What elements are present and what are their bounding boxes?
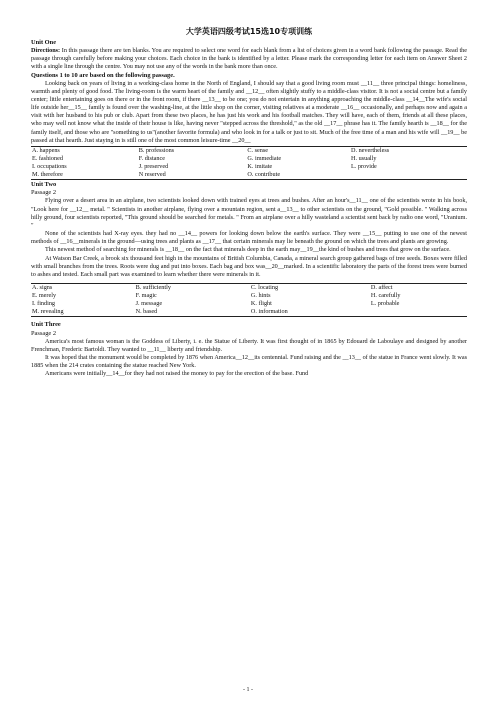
directions-text: In this passage there are ten blanks. You are required to select one word for each blank from a list of choices given in a word bank following the passage. Read the passage through carefully before making your choices. Each choice in the bank is identified by a letter. Please mark the corresponding letter for each item on Answer Sheet 2 with a single line through the centre. You may not use any of the words in the bank more than once. <box>31 47 467 71</box>
word-bank-option: O. information <box>250 308 370 317</box>
unit-two-word-bank <box>31 283 467 317</box>
unit-two-paragraph: None of the scientists had X-ray eyes. they had no __14__ powers for looking down below the earth's surface. They were __15__ putting to use one of the newest methods of __16__minerals in the ground—using trees and plants as __17__ that certain minerals may lie beneath the ground on which the trees and plants are growing. <box>31 230 467 246</box>
word-bank-option: F. magic <box>135 292 157 300</box>
word-bank-option: N. based <box>135 308 250 317</box>
word-bank-option: I. finding <box>32 300 56 308</box>
word-bank-option: H. carefully <box>370 292 401 300</box>
unit-one-passage: Looking back on years of living in a working-class home in the North of England, I should say that a good living room must __11__ three principal things: homeliness, warmth and plenty of good food. The living-room is the warm heart of the family and __12__ often slightly stuffy to a middle-class visitor. It is not a social centre but a family center; little entertaining goes on there or in the front room, if there __13__ to be one; you do not entertain in anything approaching the middle-class __14__The wife's social life outside her__15__ family is found over the washing-line, at the little shop on the corner, visiting relatives at a moderate __16__ occasionally, and perhaps now and again a visit with her husband to his pub or club. Apart from these two places, he has just his work and his football matches. They will have, each of them, friends at all these places, who may well not know what the inside of their house is like, having never "stepped across the threshold," as the old __17__ phrase has it. The family hearth is __18__ for the family itself, and those who are "something to us"(another favorite formula) and who look in for a talk or just to sit. Much of the free time of a man and his wife will __19__ be passed at that hearth. Just staying in is still one of the most common leisure-time __20__ <box>31 79 467 144</box>
word-bank-row <box>31 146 467 155</box>
unit-three-paragraph: It was hoped that the monument would be completed by 1876 when America__12__its centennial. Fund raising and the __13__ of the statue in France went slowly. It was 1885 when the 214 crates containing the statue reached New York. <box>31 353 467 370</box>
word-bank-row <box>31 163 467 171</box>
unit-two-heading: Unit Two <box>31 181 57 189</box>
unit-three-passage-label: Passage 2 <box>31 329 57 337</box>
unit-two-paragraph: This newest method of searching for minerals is __18__ on the fact that minerals deep in the earth may__19__the kind of bushes and trees that grow on the surface. <box>45 246 451 254</box>
word-bank-option: D. nevertheless <box>350 146 467 155</box>
unit-two-passage-label: Passage 2 <box>31 189 57 197</box>
word-bank-option: L. probable <box>370 300 400 308</box>
word-bank-option: L. provide <box>351 163 377 171</box>
word-bank-option: G. hints <box>250 292 271 300</box>
word-bank-option: A. signs <box>31 284 135 293</box>
page-number: - 1 - <box>243 687 253 693</box>
word-bank-option: M. therefore <box>31 171 138 180</box>
word-bank-row <box>31 171 467 180</box>
word-bank-option: A. happens <box>31 146 138 155</box>
word-bank-row <box>31 155 467 163</box>
unit-three-heading: Unit Three <box>31 321 61 329</box>
word-bank-option: E. merely <box>32 292 57 300</box>
word-bank-option: B. sufficiently <box>135 284 250 293</box>
word-bank-row <box>31 284 467 293</box>
directions-label: Directions: <box>31 47 61 55</box>
word-bank-option: B. professions <box>138 146 247 155</box>
unit-three-paragraph: America's most famous woman is the Goddess of Liberty, i. e. the Statue of Liberty. It was first thought of in 1865 by Edouard de Laboulaye and designed by another Frenchman, Frederic Bartoldi. They wanted to __11__ liberty and friendship. <box>31 337 467 353</box>
questions-label: Questions 1 to 10 are based on the following passage. <box>31 71 175 79</box>
word-bank-option <box>370 308 467 317</box>
word-bank-row <box>31 300 467 308</box>
word-bank-option: C. sense <box>246 146 350 155</box>
unit-one-heading: Unit One <box>31 39 57 46</box>
word-bank-row <box>31 308 467 317</box>
unit-one-word-bank <box>31 146 467 180</box>
word-bank-option: J. preserved <box>138 163 169 171</box>
unit-two-paragraph: At Watson Bar Creek, a brook six thousand feet high in the mountains of British Columbia, Canada, a mineral search group gathered bags of tree seeds. Boxes were filled with small branches from the trees. Roots were dug and put into boxes. Each bag and box was__20__marked. In a scientific laboratory the parts of the forest trees were burned to ashes and tested. Each small part was examined to learn whether there were minerals in it. <box>31 254 467 278</box>
word-bank-row <box>31 292 467 300</box>
document-page <box>31 26 467 378</box>
word-bank-option: G. immediate <box>247 155 282 162</box>
word-bank-option: F. distance <box>138 155 165 162</box>
word-bank-option: J. message <box>135 300 163 308</box>
unit-one-directions <box>31 47 467 71</box>
word-bank-option: C. locating <box>250 284 370 293</box>
word-bank-option: O. contribute <box>246 171 350 180</box>
word-bank-option: H. usually <box>351 155 377 162</box>
word-bank-option: K. imitate <box>247 163 273 171</box>
document-title: 大学英语四级考试15选10专项训练 <box>185 27 313 36</box>
word-bank-option: I. occupations <box>32 163 67 171</box>
word-bank-option: D. affect <box>370 284 467 293</box>
word-bank-option: M. revealing <box>31 308 135 317</box>
word-bank-option: K. flight <box>250 300 272 308</box>
word-bank-option <box>350 171 467 180</box>
word-bank-option: E. fashioned <box>32 155 63 162</box>
word-bank-option: N reserved <box>138 171 247 180</box>
unit-three-paragraph: Americans were initially__14__for they had not raised the money to pay for the erection of the base. Fund <box>45 370 309 378</box>
unit-two-paragraph: Flying over a desert area in an airplane, two scientists looked down with trained eyes at trees and bushes. After an hour's__11__ one of the scientists wrote in his book, "Look here for __12__ metal. " Scientists in another airplane, flying over a mountain region, sent a__13__ to other scientists on the ground, "Gold possible. " Walking across hilly ground, four scientists reported, "This ground should be searched for metals. " From an airplane over a hilly wasteland a scientist sent back by radio one word, "Uranium. " <box>31 197 467 229</box>
